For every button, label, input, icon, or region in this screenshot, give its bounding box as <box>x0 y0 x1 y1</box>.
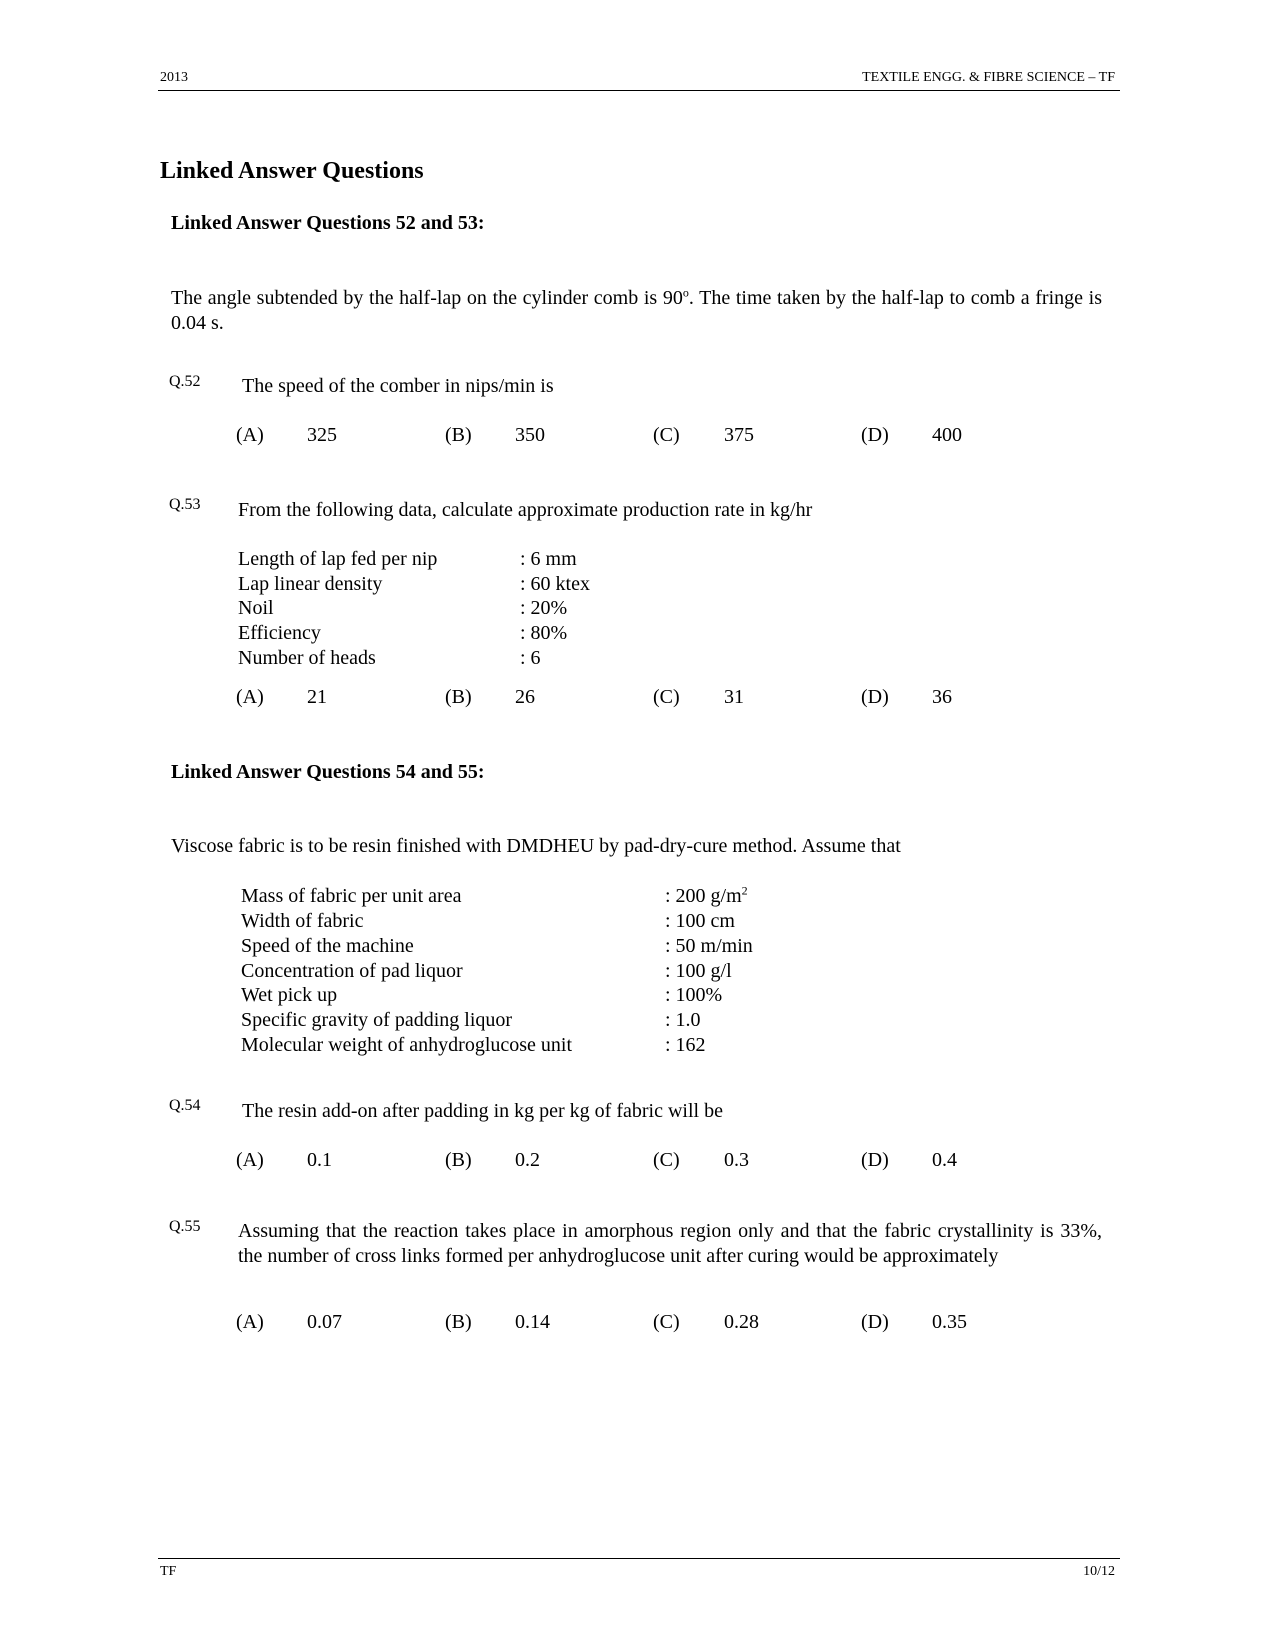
q52-option-c-label: (C) <box>653 424 680 446</box>
group1-stem <box>171 286 1102 336</box>
q54-number: Q.54 <box>169 1097 201 1114</box>
squared-sup: 2 <box>741 883 748 898</box>
q54-option-b-value: 0.2 <box>515 1149 540 1171</box>
q52-option-b-label: (B) <box>445 424 472 446</box>
q53-text: From the following data, calculate approximate production rate in kg/hr <box>238 499 813 521</box>
group2-data-label-2: Width of fabric <box>241 910 364 932</box>
group1-title: Linked Answer Questions 52 and 53: <box>171 212 485 234</box>
q53-data-label-1: Length of lap fed per nip <box>238 548 438 570</box>
q55-option-a-value: 0.07 <box>307 1311 342 1333</box>
q52-option-a-label: (A) <box>236 424 264 446</box>
group2-data-label-7: Molecular weight of anhydroglucose unit <box>241 1034 573 1056</box>
group1-stem-before: The angle subtended by the half-lap on the cylinder comb is 90 <box>171 287 683 309</box>
q54-option-a-label: (A) <box>236 1149 264 1171</box>
group2-data-label-5: Wet pick up <box>241 984 338 1006</box>
header-year: 2013 <box>160 70 188 85</box>
q53-data-value-4: : 80% <box>520 622 568 644</box>
group2-data-value-5: : 100% <box>665 984 723 1006</box>
q53-data-value-3: : 20% <box>520 597 568 619</box>
q53-data-label-2: Lap linear density <box>238 573 383 595</box>
q53-data-label-4: Efficiency <box>238 622 321 644</box>
q55-option-b-label: (B) <box>445 1311 472 1333</box>
group1-stem-after: . The time taken by the half-lap to comb a fringe is 0.04 s. <box>171 287 1103 334</box>
q53-data-value-2: : 60 ktex <box>520 573 590 595</box>
q54-text: The resin add-on after padding in kg per kg of fabric will be <box>242 1100 723 1122</box>
q55-option-d-label: (D) <box>861 1311 889 1333</box>
footer-rule <box>158 1558 1120 1559</box>
q53-option-d-label: (D) <box>861 686 889 708</box>
q54-option-b-label: (B) <box>445 1149 472 1171</box>
q53-option-b-value: 26 <box>515 686 535 708</box>
group2-data-label-6: Specific gravity of padding liquor <box>241 1009 513 1031</box>
group2-data-label-3: Speed of the machine <box>241 935 414 957</box>
q52-number: Q.52 <box>169 373 201 390</box>
group2-data-label-4: Concentration of pad liquor <box>241 960 463 982</box>
footer-code: TF <box>160 1564 177 1579</box>
group2-data-label-1: Mass of fabric per unit area <box>241 885 462 907</box>
q55-option-a-label: (A) <box>236 1311 264 1333</box>
group2-data-value-3: : 50 m/min <box>665 935 753 957</box>
group2-data-value-2: : 100 cm <box>665 910 735 932</box>
q52-text: The speed of the comber in nips/min is <box>242 375 554 397</box>
header-subject: TEXTILE ENGG. & FIBRE SCIENCE – TF <box>862 70 1115 85</box>
q55-option-c-label: (C) <box>653 1311 680 1333</box>
q53-number: Q.53 <box>169 496 201 513</box>
q54-option-c-value: 0.3 <box>724 1149 749 1171</box>
q53-option-c-label: (C) <box>653 686 680 708</box>
q53-data-label-5: Number of heads <box>238 647 376 669</box>
q53-data-value-5: : 6 <box>520 647 541 669</box>
q54-option-d-value: 0.4 <box>932 1149 957 1171</box>
q53-data-value-1: : 6 mm <box>520 548 577 570</box>
group2-stem: Viscose fabric is to be resin finished with DMDHEU by pad-dry-cure method. Assume that <box>171 835 901 857</box>
q52-option-c-value: 375 <box>724 424 754 446</box>
q53-data-label-3: Noil <box>238 597 274 619</box>
group2-data-value-4: : 100 g/l <box>665 960 732 982</box>
q53-option-a-value: 21 <box>307 686 327 708</box>
degree-sup: o <box>682 285 689 300</box>
group2-data-value-1 <box>665 884 748 909</box>
q55-option-c-value: 0.28 <box>724 1311 759 1333</box>
header-rule <box>158 90 1120 91</box>
q54-option-d-label: (D) <box>861 1149 889 1171</box>
q55-text: Assuming that the reaction takes place in amorphous region only and that the fabric crystallinity is 33%, the number of cross links formed per anhydroglucose unit after curing would be approximately <box>238 1220 1102 1267</box>
q54-option-a-value: 0.1 <box>307 1149 332 1171</box>
q53-option-d-value: 36 <box>932 686 952 708</box>
q55-number: Q.55 <box>169 1218 201 1235</box>
group2-title: Linked Answer Questions 54 and 55: <box>171 761 485 783</box>
group2-data-value-6: : 1.0 <box>665 1009 701 1031</box>
group2-data-value-1-text: : 200 g/m <box>665 885 742 907</box>
q52-option-b-value: 350 <box>515 424 545 446</box>
q52-option-d-value: 400 <box>932 424 962 446</box>
q52-option-a-value: 325 <box>307 424 337 446</box>
q54-option-c-label: (C) <box>653 1149 680 1171</box>
page-number: 10/12 <box>1083 1564 1115 1579</box>
section-title: Linked Answer Questions <box>160 158 424 184</box>
q53-option-c-value: 31 <box>724 686 744 708</box>
group2-data-value-7: : 162 <box>665 1034 706 1056</box>
q53-option-b-label: (B) <box>445 686 472 708</box>
q55-option-d-value: 0.35 <box>932 1311 967 1333</box>
q53-option-a-label: (A) <box>236 686 264 708</box>
q55-option-b-value: 0.14 <box>515 1311 550 1333</box>
q52-option-d-label: (D) <box>861 424 889 446</box>
